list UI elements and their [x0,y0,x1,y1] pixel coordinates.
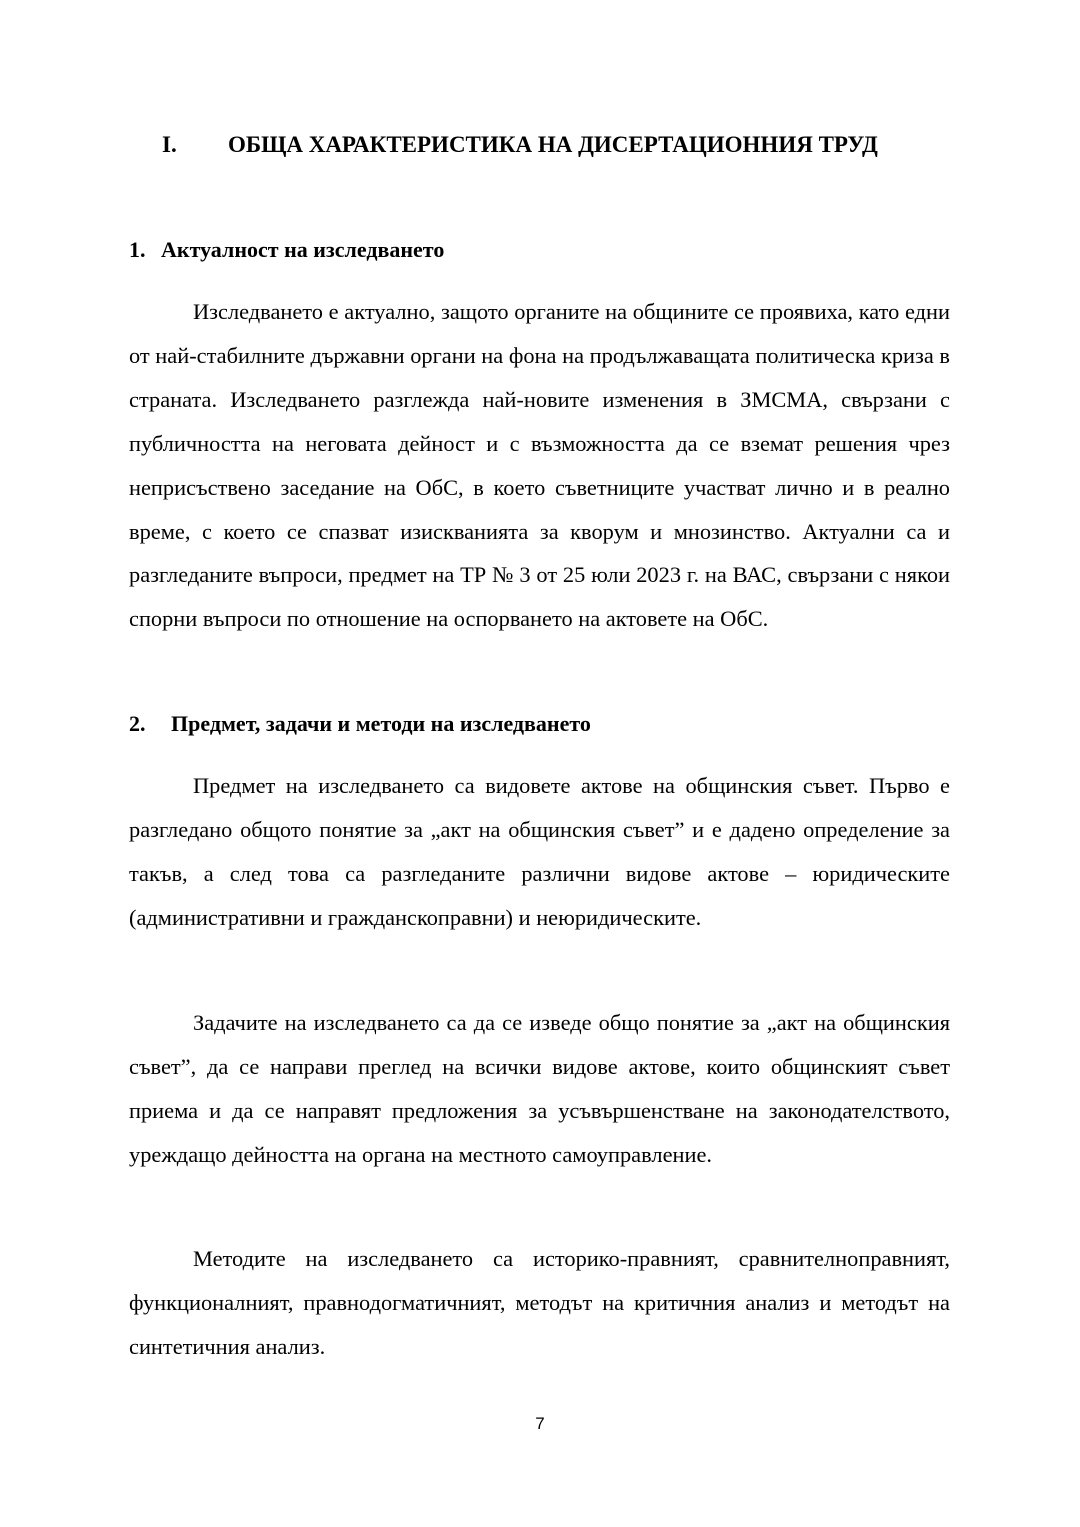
paragraph-actuality: Изследването е актуално, защото органите на общините се проявиха, като едни от най-стабилните държавни органи на фона на продължаващата политическа криза в страната. Изследването разглежда най-новите изменения в ЗМСМА, свързани с публичността на неговата дейност и с възможността да се вземат решения чрез неприсъствено заседание на ОбС, в което съветниците участват лично и в реално време, с което се спазват изискванията за кворум и мнозинство. Актуални са и разгледаните въпроси, предмет на ТР № 3 от 25 юли 2023 г. на ВАС, свързани с някои спорни въпроси по отношение на оспорването на актовете на ОбС. [129,299,950,632]
section-number: 2. [129,711,146,736]
section-heading-actuality [129,235,444,265]
section-heading-subject-tasks-methods [129,709,591,739]
page-number: 7 [535,1414,545,1433]
section-title: Актуалност на изследването [161,237,445,262]
paragraph-subject: Предмет на изследването са видовете актове на общинския съвет. Първо е разгледано общото понятие за „акт на общинския съвет” и е дадено определение за такъв, а след това са разгледаните различни видове актове – юридическите (административни и гражданскоправни) и неюридическите. [129,773,950,930]
chapter-number: I. [162,132,177,157]
paragraph-tasks: Задачите на изследването са да се изведе общо понятие за „акт на общинския съвет”, да се направи преглед на всички видове актове, които общинският съвет приема и да се направят предложения за усъвършенстване на законодателството, уреждащо дейността на органа на местното самоуправление. [129,1010,950,1167]
chapter-heading [162,124,952,166]
paragraph-methods: Методите на изследването са историко-правният, сравнителноправният, функционалният, правнодогматичният, методът на критичния анализ и методът на синтетичния анализ. [129,1246,950,1359]
section-number: 1. [129,237,146,262]
section-title: Предмет, задачи и методи на изследването [171,711,591,736]
chapter-title: ОБЩА ХАРАКТЕРИСТИКА НА ДИСЕРТАЦИОННИЯ ТРУД [228,132,878,157]
